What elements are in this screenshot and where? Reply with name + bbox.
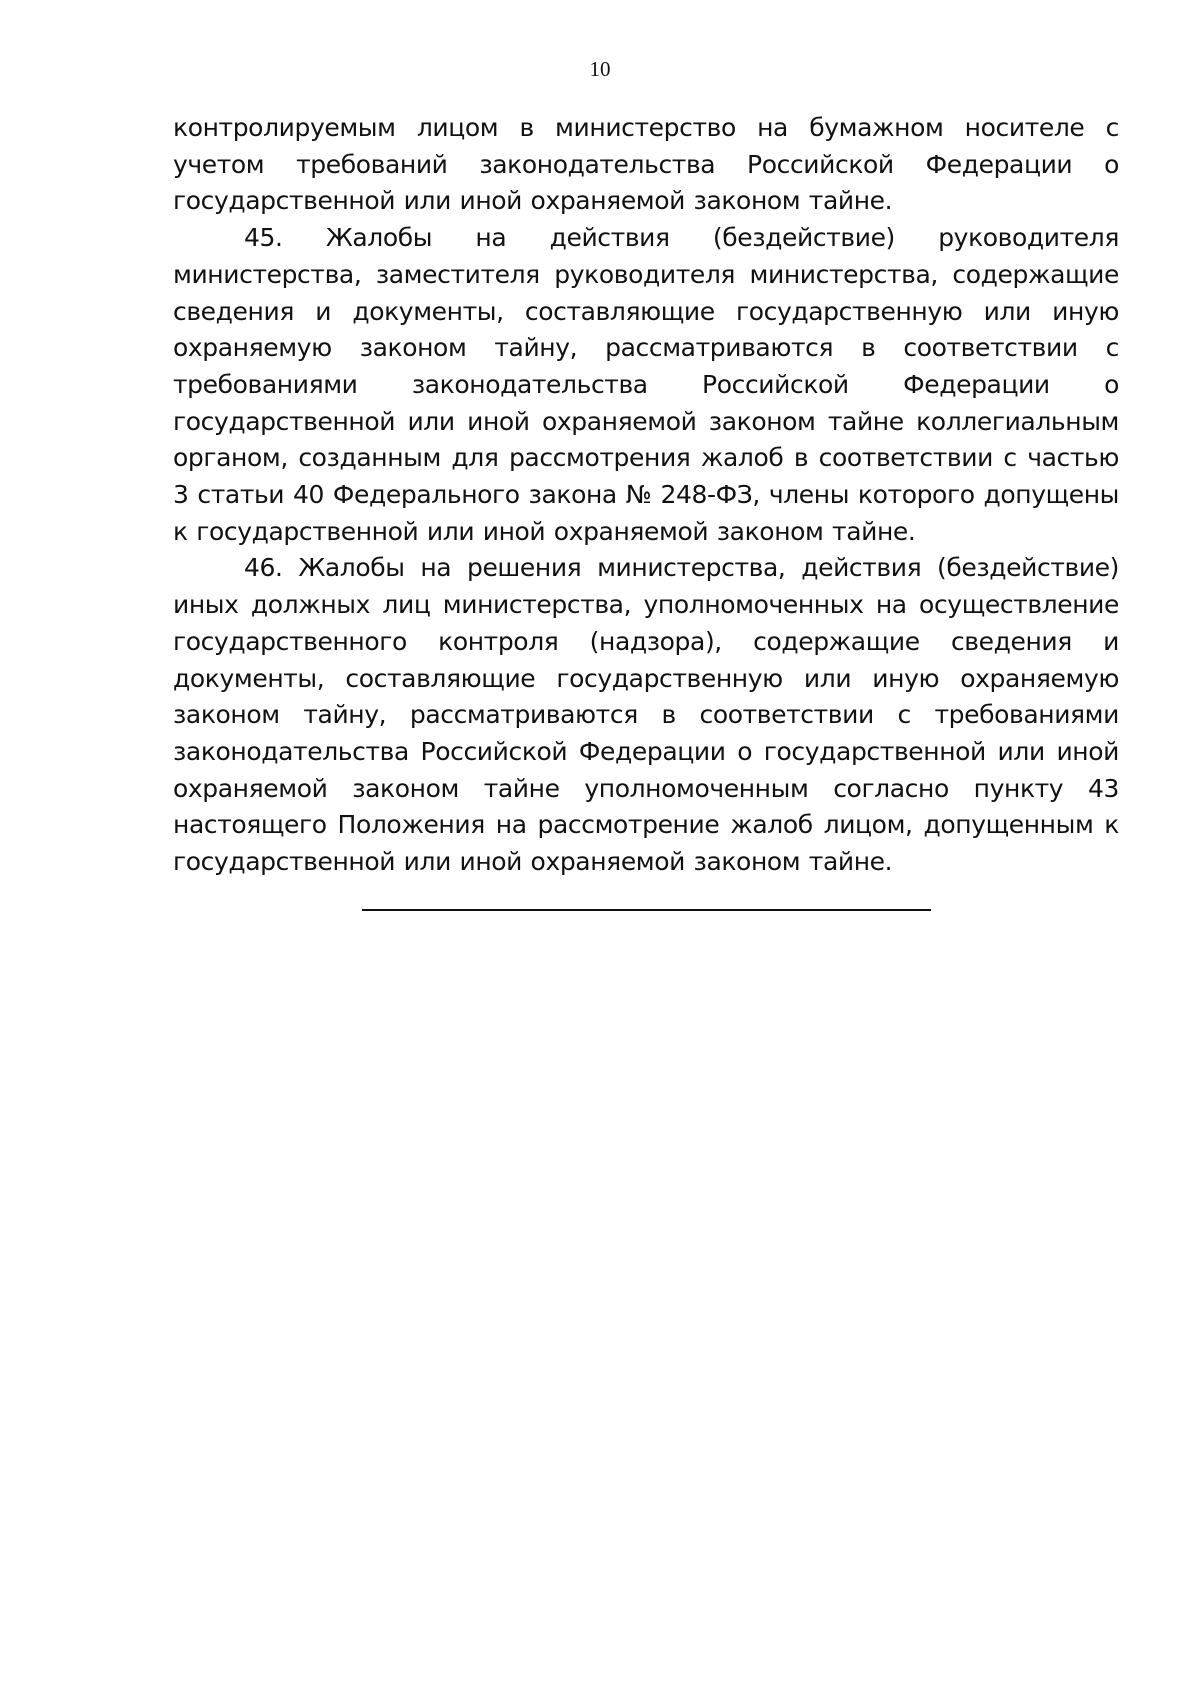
end-of-document-rule	[362, 909, 931, 911]
paragraph-46: 46. Жалобы на решения министерства, действия (бездействие) иных должных лиц министерства, уполномоченных на осуществление государственного контроля (надзора), содержащие сведения и документы, составляющие государственную или иную охраняемую законом тайну, рассматриваются в соответствии с требованиями законодательства Российской Федерации о государственной или иной охраняемой законом тайне уполномоченным согласно пункту 43 настоящего Положения на рассмотрение жалоб лицом, допущенным к государственной или иной охраняемой законом тайне.	[173, 553, 1119, 877]
document-body	[173, 110, 1119, 881]
page-number: 10	[589, 57, 611, 81]
paragraph-continuation: контролируемым лицом в министерство на бумажном носителе с учетом требований законодательства Российской Федерации о государственной или иной охраняемой законом тайне.	[173, 113, 1119, 216]
paragraph-45: 45. Жалобы на действия (бездействие) руководителя министерства, заместителя руководителя министерства, содержащие сведения и документы, составляющие государственную или иную охраняемую законом тайну, рассматриваются в соответствии с требованиями законодательства Российской Федерации о государственной или иной охраняемой законом тайне коллегиальным органом, созданным для рассмотрения жалоб в соответствии с частью 3 статьи 40 Федерального закона № 248-ФЗ, члены которого допущены к государственной или иной охраняемой законом тайне.	[173, 223, 1119, 546]
